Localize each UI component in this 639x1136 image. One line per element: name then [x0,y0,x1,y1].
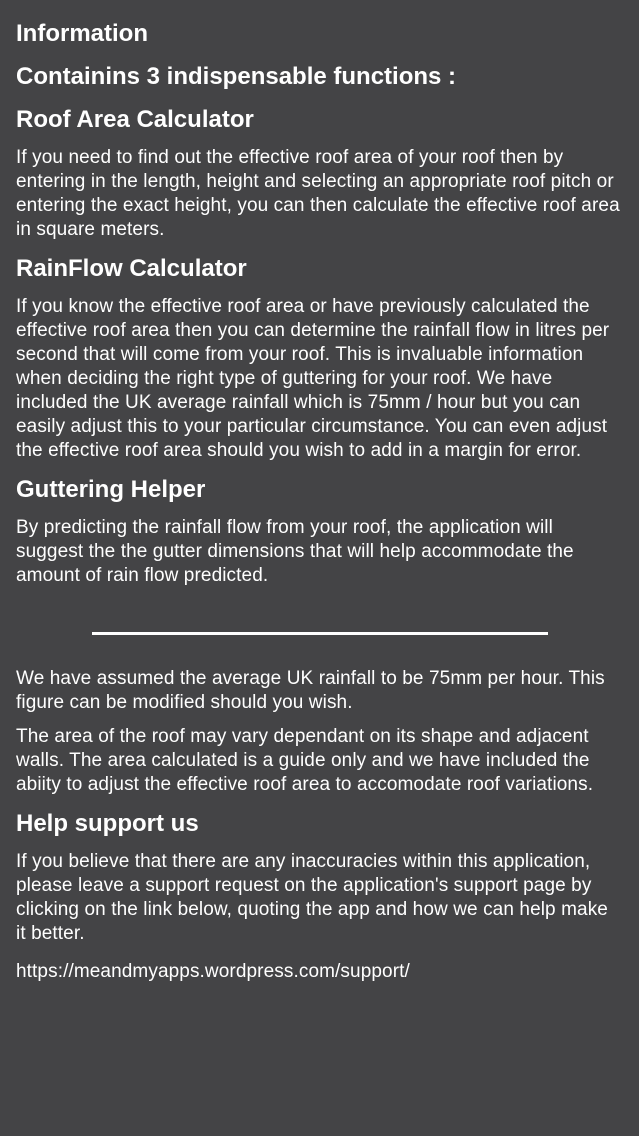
functions-intro-heading: Containins 3 indispensable functions : [16,63,457,90]
roof-area-variation-note: The area of the roof may vary dependant on its shape and adjacent walls. The area calculated is a guide only and we have included the abiity to adjust the effective roof area to accomodate roof variations. [16,726,594,795]
help-support-heading: Help support us [16,810,199,837]
rainflow-calculator-heading: RainFlow Calculator [16,255,247,282]
section-divider [92,632,548,635]
rainfall-assumption-note: We have assumed the average UK rainfall to be 75mm per hour. This figure can be modified should you wish. [16,668,605,713]
support-page-link[interactable]: https://meandmyapps.wordpress.com/support/ [16,961,410,982]
roof-area-calculator-description: If you need to find out the effective roof area of your roof then by entering in the length, height and selecting an appropriate roof pitch or entering the exact height, you can then calculate the effective roof area in square meters. [16,147,620,240]
guttering-helper-heading: Guttering Helper [16,476,206,503]
help-support-description: If you believe that there are any inaccuracies within this application, please leave a support request on the application's support page by clicking on the link below, quoting the app and how we can help make it better. [16,851,608,944]
rainflow-calculator-description: If you know the effective roof area or have previously calculated the effective roof area then you can determine the rainfall flow in litres per second that will come from your roof. This is invaluable information when deciding the right type of guttering for your roof. We have included the UK average rainfall which is 75mm / hour but you can easily adjust this to your particular circumstance. You can even adjust the effective roof area should you wish to add in a margin for error. [16,296,610,461]
page-title: Information [16,20,148,47]
guttering-helper-description: By predicting the rainfall flow from your roof, the application will suggest the the gutter dimensions that will help accommodate the amount of rain flow predicted. [16,517,574,586]
roof-area-calculator-heading: Roof Area Calculator [16,106,254,133]
